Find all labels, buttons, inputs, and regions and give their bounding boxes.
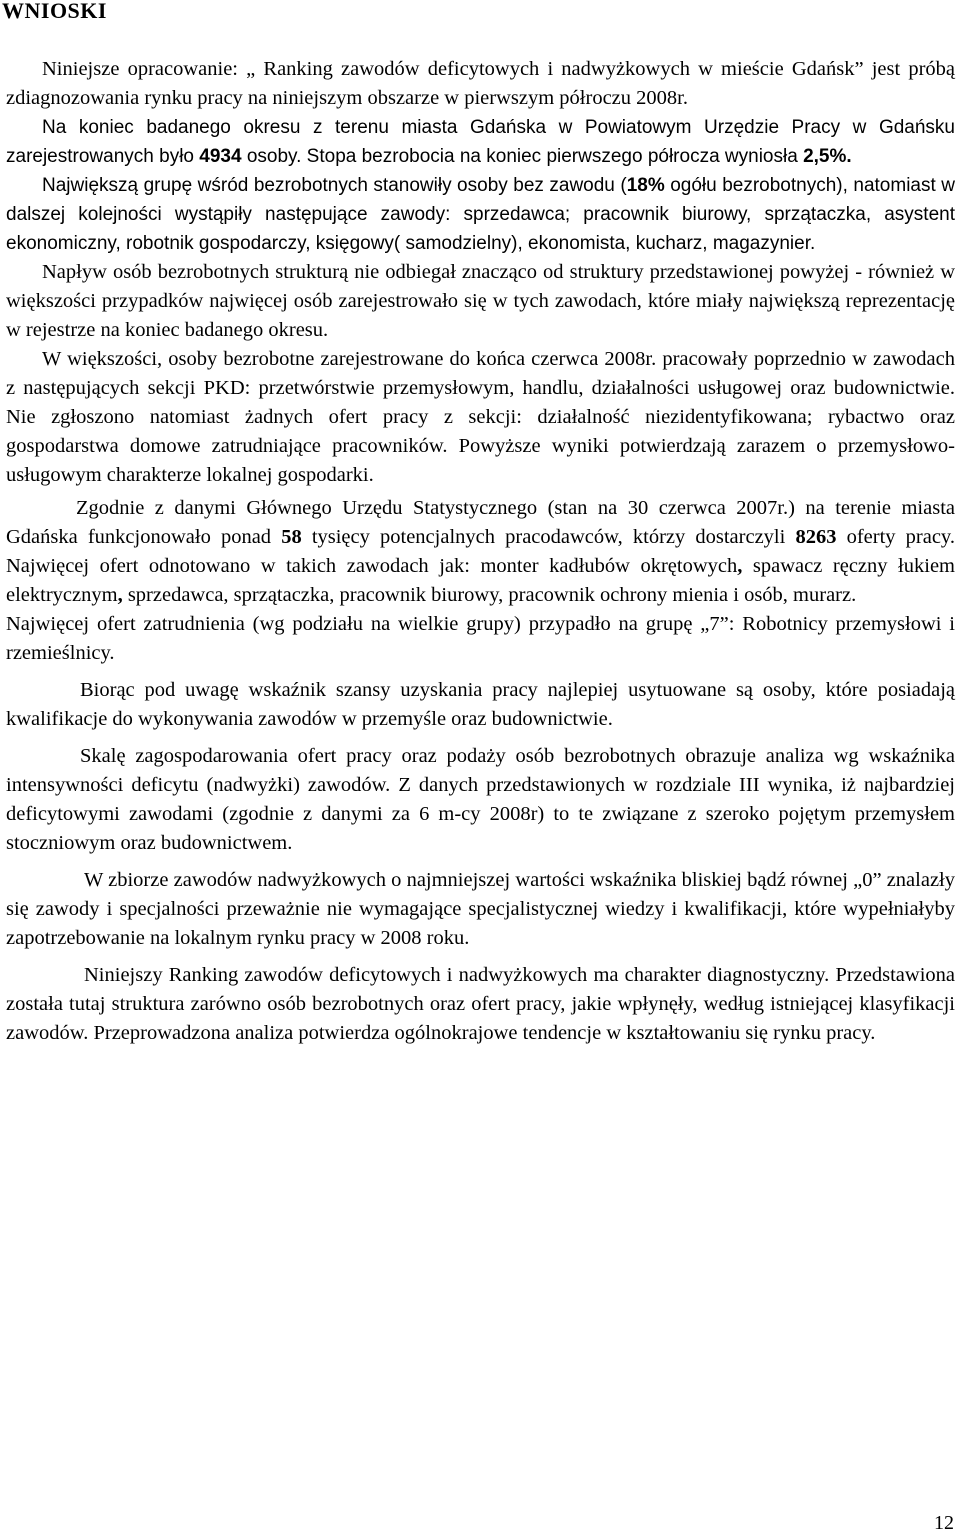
- paragraph-text: Zgodnie z danymi Głównego Urzędu Statystycznego (stan na 30 czerwca 2007r.) na terenie miasta Gdańska funkcjonowało ponad: [6, 497, 955, 548]
- paragraph-text: Największą grupę wśród bezrobotnych stanowiły osoby bez zawodu (: [42, 175, 627, 196]
- paragraph-text: oferty pracy. Najwięcej ofert odnotowano w takich zawodach jak: monter kadłubów okrętowych: [6, 526, 955, 577]
- bold-comma: ,: [117, 584, 123, 606]
- paragraph-inflow: [6, 258, 955, 345]
- job-offers-count: 8263: [795, 526, 837, 548]
- paragraph-text: Napływ osób bezrobotnych strukturą nie odbiegał znacząco od struktury przedstawionej powyżej - również w większości przypadków najwięcej osób zarejestrowało się w tych zawodach, które miały największą reprezentację w rejestrze na koniec badanego okresu.: [6, 261, 955, 341]
- paragraph-text: Biorąc pod uwagę wskaźnik szansy uzyskania pracy najlepiej usytuowane są osoby, które posiadają kwalifikacje do wykonywania zawodów w przemyśle oraz budownictwie.: [6, 679, 955, 730]
- no-profession-share: 18%: [626, 175, 665, 196]
- employers-count: 58: [281, 526, 302, 548]
- unemployed-count: 4934: [199, 146, 242, 167]
- paragraph-text: Niniejszy Ranking zawodów deficytowych i nadwyżkowych ma charakter diagnostyczny. Przedstawiona została tutaj struktura zarówno osób bezrobotnych oraz ofert pracy, jakie wpłynęły, według istniejącej klasyfikacji zawodów. Przeprowadzona analiza potwierdza ogólnokrajowe tendencje w kształtowaniu się rynku pracy.: [6, 964, 955, 1044]
- paragraph-text: sprzedawca, sprzątaczka, pracownik biurowy, pracownik ochrony mienia i osób, murarz.: [122, 584, 857, 606]
- paragraph-largest-group: [6, 171, 955, 258]
- paragraph-text: Niniejsze opracowanie: „ Ranking zawodów deficytowych i nadwyżkowych w mieście Gdańsk” jest próbą zdiagnozowania rynku pracy na niniejszym obszarze w pierwszym półroczu 2008r.: [6, 58, 955, 109]
- paragraph-text: Na koniec badanego okresu z terenu miasta Gdańska w Powiatowym Urzędzie Pracy w Gdańsku zarejestrowanych było: [6, 117, 955, 167]
- paragraph-text: osoby. Stopa bezrobocia na koniec pierwszego półrocza wyniosła: [241, 146, 804, 167]
- paragraph-text: tysięcy potencjalnych pracodawców, którzy dostarczyli: [301, 526, 796, 548]
- page-number: 12: [934, 1512, 954, 1534]
- paragraph-registered-unemployed: [6, 113, 955, 171]
- paragraph-gus-data: [6, 494, 955, 610]
- paragraph-text: spawacz ręczny łukiem elektrycznym: [6, 555, 955, 606]
- paragraph-text: W zbiorze zawodów nadwyżkowych o najmniejszej wartości wskaźnika bliskiej bądź równej „0” znalazły się zawody i specjalności przeważnie nie wymagające specjalistycznej wiedzy i kwalifikacji, które wypełniałyby zapotrzebowanie na lokalnym rynku pracy w 2008 roku.: [6, 869, 955, 949]
- paragraph-text: W większości, osoby bezrobotne zarejestrowane do końca czerwca 2008r. pracowały poprzednio w zawodach z następujących sekcji PKD: przetwórstwie przemysłowym, handlu, działalności usługowej oraz budownictwie. Nie zgłoszono natomiast żadnych ofert pracy z sekcji: działalność niezidentyfikowana; rybactwo oraz gospodarstwa domowe zatrudniające pracowników. Powyższe wyniki potwierdzają zarazem o przemysłowo- usługowym charakterze lokalnej gospodarki.: [6, 348, 955, 486]
- paragraph-text: Najwięcej ofert zatrudnienia (wg podziału na wielkie grupy) przypadło na grupę „7”: Robotnicy przemysłowi i rzemieślnicy.: [6, 613, 955, 664]
- paragraph-major-groups: [6, 610, 955, 668]
- paragraph-chance-index: [6, 676, 955, 734]
- paragraph-deficit-index: [6, 742, 955, 858]
- document-body: [6, 55, 955, 1048]
- paragraph-pkd-sections: [6, 345, 955, 490]
- paragraph-text: Skalę zagospodarowania ofert pracy oraz podaży osób bezrobotnych obrazuje analiza wg wskaźnika intensywności deficytu (nadwyżki) zawodów. Z danych przedstawionych w rozdziale III wynika, iż najbardziej deficytowymi zawodami (zgodnie z danymi za 6 m-cy 2008r) to te związane z szeroko pojętym przemysłem stoczniowym oraz budownictwem.: [6, 745, 955, 854]
- bold-comma: ,: [737, 555, 743, 577]
- paragraph-summary: [6, 961, 955, 1048]
- paragraph-text: ogółu bezrobotnych), natomiast w dalszej kolejności wystąpiły następujące zawody: sprzedawca; pracownik biurowy, sprzątaczka, asystent ekonomiczny, robotnik gospodarczy, księgowy( samodzielny), ekonomista, kucharz, magazynier.: [6, 175, 955, 254]
- paragraph-surplus-professions: [6, 866, 955, 953]
- unemployment-rate: 2,5%.: [803, 146, 852, 167]
- document-title: WNIOSKI: [2, 0, 107, 23]
- paragraph-intro: [6, 55, 955, 113]
